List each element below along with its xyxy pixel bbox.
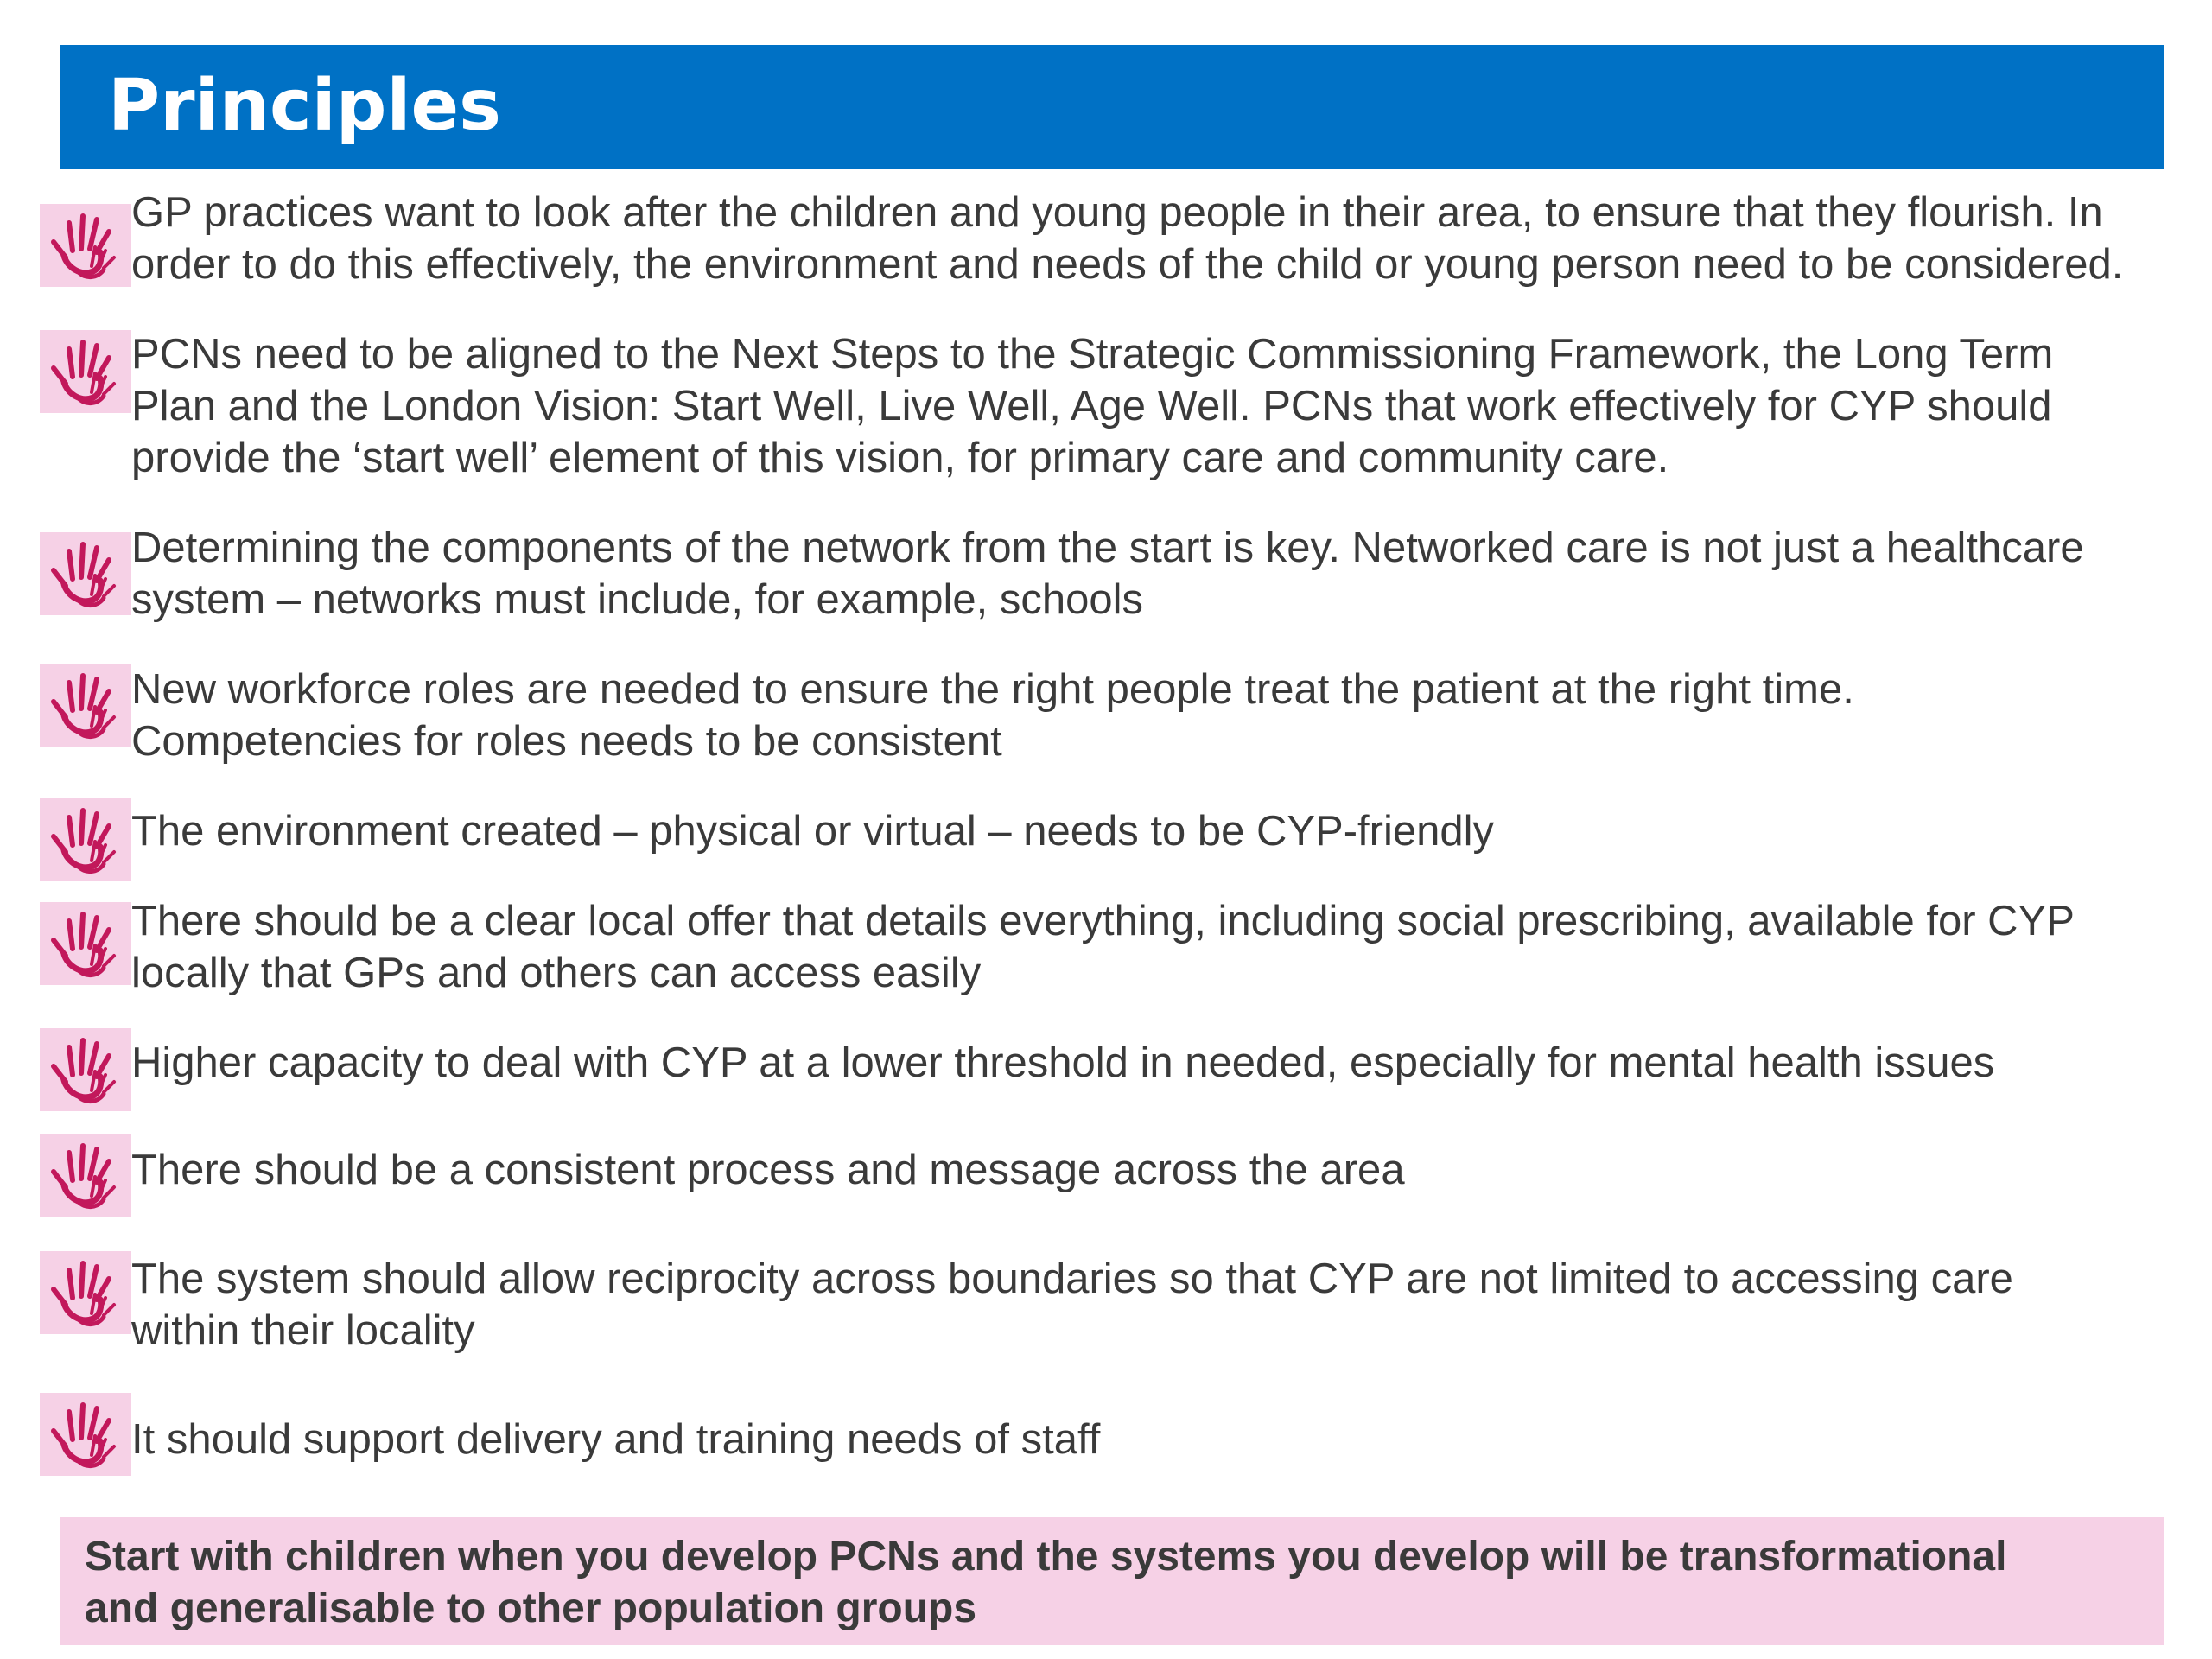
hand-icon	[40, 902, 131, 985]
principle-text: It should support delivery and training needs of staff	[131, 1416, 1101, 1463]
principle-text: GP practices want to look after the children and young people in their area, to ensure that they flourish. In order to do this effectively, the environment and needs of the child or young person need to be considered.	[131, 189, 2124, 288]
key-message-box	[60, 1517, 2164, 1645]
hand-icon	[40, 330, 131, 413]
hand-icon	[40, 1251, 131, 1334]
principle-text: There should be a clear local offer that details everything, including social prescribing, available for CYP locally that GPs and others can access easily	[131, 898, 2075, 996]
principle-text: New workforce roles are needed to ensure the right people treat the patient at the right time. Competencies for roles needs to be consistent	[131, 666, 1854, 765]
key-message: Start with children when you develop PCNs and the systems you develop will be transformational and generalisable to other population groups	[85, 1534, 2007, 1631]
principle-text: Higher capacity to deal with CYP at a lower threshold in needed, especially for mental health issues	[131, 1039, 1995, 1086]
page-title: Principles	[108, 65, 501, 147]
hand-icon	[40, 204, 131, 287]
principle-text: The environment created – physical or virtual – needs to be CYP-friendly	[131, 808, 1494, 855]
principle-text: Determining the components of the network from the start is key. Networked care is not just a healthcare system – networks must include, for example, schools	[131, 524, 2084, 623]
principle-text: PCNs need to be aligned to the Next Steps to the Strategic Commissioning Framework, the Long Term Plan and the London Vision: Start Well, Live Well, Age Well. PCNs that work effectively for CYP should provide the ‘start well’ element of this vision, for primary care and community care.	[131, 331, 2054, 481]
principle-text: There should be a consistent process and message across the area	[131, 1147, 1405, 1193]
hand-icon	[40, 1134, 131, 1217]
hand-icon	[40, 532, 131, 615]
hand-icon	[40, 798, 131, 881]
hand-icon	[40, 1028, 131, 1111]
principles-header	[60, 45, 2164, 169]
hand-icon	[40, 664, 131, 747]
principle-text: The system should allow reciprocity across boundaries so that CYP are not limited to accessing care within their locality	[131, 1255, 2013, 1354]
hand-icon	[40, 1393, 131, 1476]
